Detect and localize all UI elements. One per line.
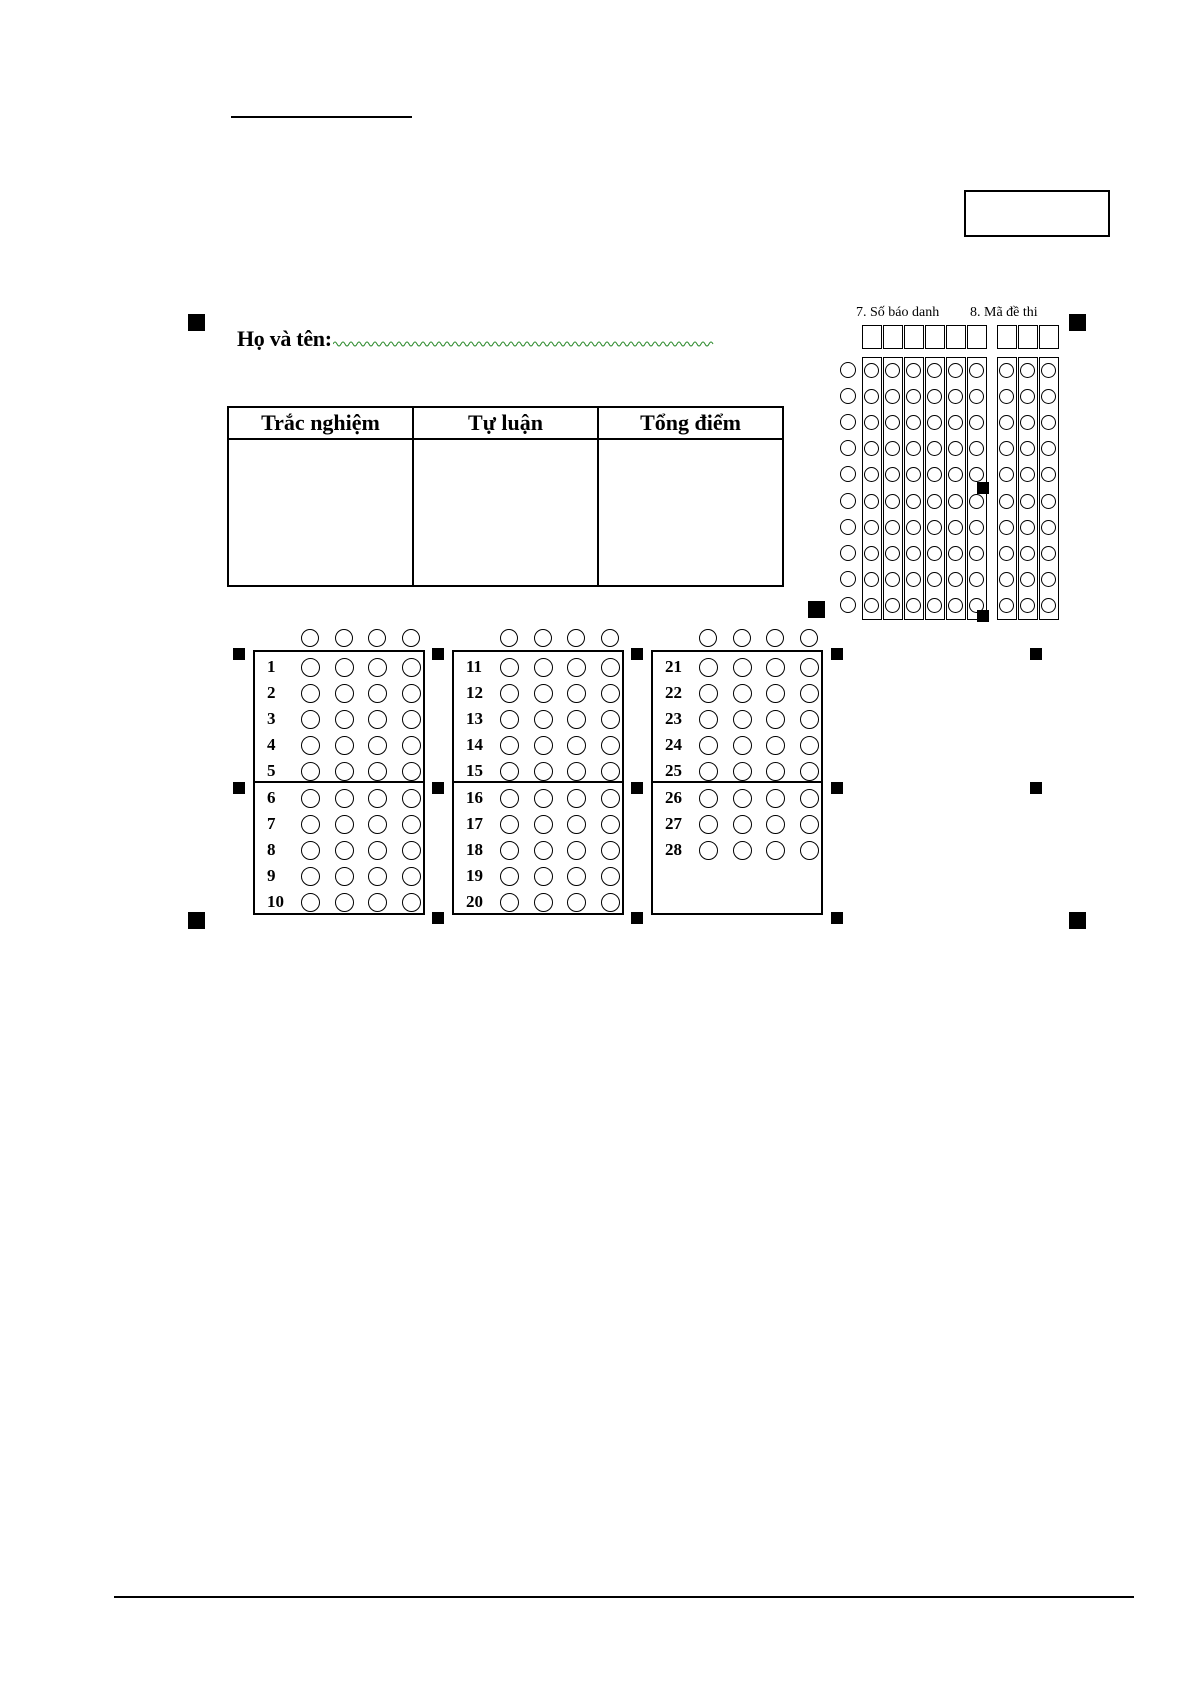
answer-bubble-d[interactable] bbox=[402, 841, 421, 860]
id-bubble[interactable] bbox=[969, 520, 984, 535]
score-table bbox=[227, 406, 784, 587]
option-header-d bbox=[601, 629, 619, 647]
digit-row-label bbox=[840, 440, 856, 456]
id-bubble[interactable] bbox=[864, 494, 879, 509]
id-bubble[interactable] bbox=[885, 363, 900, 378]
score-cell[interactable] bbox=[229, 440, 412, 585]
id-bubble[interactable] bbox=[1020, 598, 1035, 613]
id-bubble[interactable] bbox=[906, 363, 921, 378]
id-bubble[interactable] bbox=[864, 389, 879, 404]
id-bubble[interactable] bbox=[999, 363, 1014, 378]
answer-bubble-d[interactable] bbox=[800, 658, 819, 677]
score-cell[interactable] bbox=[414, 440, 597, 585]
question-number: 28 bbox=[665, 839, 682, 859]
answer-bubble-a[interactable] bbox=[500, 789, 519, 808]
answer-bubble-b[interactable] bbox=[733, 841, 752, 860]
alignment-marker bbox=[1030, 648, 1042, 660]
corner-marker bbox=[1069, 912, 1086, 929]
id-bubble[interactable] bbox=[864, 546, 879, 561]
question-number: 18 bbox=[466, 839, 483, 859]
question-number: 5 bbox=[267, 761, 276, 781]
answer-bubble-c[interactable] bbox=[368, 789, 387, 808]
id-bubble[interactable] bbox=[906, 598, 921, 613]
answer-bubble-d[interactable] bbox=[402, 684, 421, 703]
footer-rule bbox=[114, 1596, 1134, 1598]
answer-bubble-b[interactable] bbox=[335, 867, 354, 886]
id-bubble[interactable] bbox=[906, 494, 921, 509]
alignment-marker bbox=[831, 648, 843, 660]
id-bubble[interactable] bbox=[948, 363, 963, 378]
answer-bubble-b[interactable] bbox=[733, 789, 752, 808]
question-number: 20 bbox=[466, 891, 483, 911]
digit-row-label bbox=[840, 571, 856, 587]
id-bubble[interactable] bbox=[885, 572, 900, 587]
id-digit-entry-box[interactable] bbox=[967, 325, 987, 349]
answer-bubble-b[interactable] bbox=[534, 867, 553, 886]
id-bubble[interactable] bbox=[1020, 572, 1035, 587]
question-number: 22 bbox=[665, 683, 682, 703]
answer-bubble-a[interactable] bbox=[301, 815, 320, 834]
answer-bubble-c[interactable] bbox=[368, 815, 387, 834]
option-header-c bbox=[368, 629, 386, 647]
id-bubble[interactable] bbox=[864, 520, 879, 535]
digit-row-label bbox=[840, 414, 856, 430]
answer-bubble-c[interactable] bbox=[567, 815, 586, 834]
option-header-b bbox=[534, 629, 552, 647]
answer-bubble-c[interactable] bbox=[368, 658, 387, 677]
question-number: 11 bbox=[466, 657, 483, 676]
answer-bubble-b[interactable] bbox=[534, 789, 553, 808]
id-bubble[interactable] bbox=[927, 572, 942, 587]
answer-bubble-c[interactable] bbox=[766, 815, 785, 834]
id-bubble[interactable] bbox=[885, 520, 900, 535]
answer-bubble-b[interactable] bbox=[335, 841, 354, 860]
id-bubble[interactable] bbox=[999, 520, 1014, 535]
alignment-marker bbox=[631, 648, 643, 660]
corner-marker bbox=[188, 912, 205, 929]
alignment-marker bbox=[432, 912, 444, 924]
alignment-marker bbox=[233, 648, 245, 660]
option-header-c bbox=[567, 629, 585, 647]
id-bubble[interactable] bbox=[948, 598, 963, 613]
answer-bubble-a[interactable] bbox=[699, 841, 718, 860]
alignment-marker bbox=[631, 782, 643, 794]
answer-bubble-a[interactable] bbox=[301, 789, 320, 808]
corner-marker bbox=[188, 314, 205, 331]
alignment-marker bbox=[631, 912, 643, 924]
id-bubble[interactable] bbox=[999, 598, 1014, 613]
answer-bubble-c[interactable] bbox=[567, 684, 586, 703]
id-bubble[interactable] bbox=[927, 363, 942, 378]
id-bubble[interactable] bbox=[999, 494, 1014, 509]
score-header: Tổng điểm bbox=[599, 408, 782, 440]
id-bubble[interactable] bbox=[885, 546, 900, 561]
option-header-b bbox=[335, 629, 353, 647]
id-bubble[interactable] bbox=[906, 572, 921, 587]
id-bubble[interactable] bbox=[948, 572, 963, 587]
id-digit-entry-box[interactable] bbox=[925, 325, 945, 349]
answer-bubble-b[interactable] bbox=[335, 815, 354, 834]
question-number: 10 bbox=[267, 891, 284, 911]
id-bubble[interactable] bbox=[906, 520, 921, 535]
question-number: 27 bbox=[665, 813, 682, 833]
digit-row-label bbox=[840, 388, 856, 404]
score-cell[interactable] bbox=[599, 440, 782, 585]
id-bubble[interactable] bbox=[906, 546, 921, 561]
digit-row-label bbox=[840, 493, 856, 509]
question-number: 17 bbox=[466, 813, 483, 833]
id-bubble[interactable] bbox=[1041, 546, 1056, 561]
alignment-marker bbox=[831, 782, 843, 794]
id-bubble[interactable] bbox=[927, 494, 942, 509]
id-bubble[interactable] bbox=[1020, 494, 1035, 509]
answer-bubble-a[interactable] bbox=[301, 658, 320, 677]
id-digit-entry-box[interactable] bbox=[1018, 325, 1038, 349]
answer-bubble-b[interactable] bbox=[335, 893, 354, 912]
score-header: Tự luận bbox=[414, 408, 597, 440]
header-rule bbox=[231, 116, 412, 118]
student-name-line[interactable] bbox=[333, 340, 715, 348]
option-header-a bbox=[500, 629, 518, 647]
id-digit-entry-box[interactable] bbox=[1039, 325, 1059, 349]
question-number: 25 bbox=[665, 761, 682, 781]
digit-row-label bbox=[840, 519, 856, 535]
id-bubble[interactable] bbox=[885, 494, 900, 509]
option-header-d bbox=[402, 629, 420, 647]
exam-code-box bbox=[964, 190, 1110, 237]
answer-bubble-d[interactable] bbox=[800, 684, 819, 703]
id-bubble[interactable] bbox=[948, 494, 963, 509]
answer-bubble-b[interactable] bbox=[534, 815, 553, 834]
question-number: 4 bbox=[267, 735, 276, 755]
answer-bubble-a[interactable] bbox=[301, 684, 320, 703]
id-bubble[interactable] bbox=[969, 389, 984, 404]
answer-bubble-b[interactable] bbox=[534, 841, 553, 860]
id-bubble[interactable] bbox=[1041, 598, 1056, 613]
exam-code-label: 8. Mã đề thi bbox=[970, 305, 1038, 320]
id-bubble[interactable] bbox=[999, 572, 1014, 587]
corner-marker bbox=[1069, 314, 1086, 331]
answer-bubble-b[interactable] bbox=[335, 658, 354, 677]
digit-row-label bbox=[840, 362, 856, 378]
answer-bubble-a[interactable] bbox=[500, 658, 519, 677]
id-bubble[interactable] bbox=[1020, 546, 1035, 561]
answer-bubble-a[interactable] bbox=[301, 893, 320, 912]
candidate-number-label: 7. Số báo danh bbox=[856, 305, 940, 320]
option-header-d bbox=[800, 629, 818, 647]
answer-bubble-d[interactable] bbox=[601, 658, 620, 677]
score-header: Trắc nghiệm bbox=[229, 408, 412, 440]
score-column-essay bbox=[414, 408, 599, 585]
question-number: 21 bbox=[665, 657, 682, 676]
id-bubble[interactable] bbox=[1041, 494, 1056, 509]
answer-bubble-d[interactable] bbox=[402, 867, 421, 886]
alignment-marker bbox=[432, 648, 444, 660]
option-header-c bbox=[766, 629, 784, 647]
answer-bubble-c[interactable] bbox=[567, 789, 586, 808]
id-bubble[interactable] bbox=[927, 520, 942, 535]
question-number: 12 bbox=[466, 683, 483, 703]
answer-bubble-a[interactable] bbox=[301, 841, 320, 860]
id-bubble[interactable] bbox=[969, 546, 984, 561]
alignment-marker bbox=[432, 782, 444, 794]
id-digit-entry-box[interactable] bbox=[904, 325, 924, 349]
answer-bubble-c[interactable] bbox=[766, 841, 785, 860]
answer-bubble-d[interactable] bbox=[402, 815, 421, 834]
corner-marker bbox=[808, 601, 825, 618]
id-bubble[interactable] bbox=[1041, 572, 1056, 587]
id-bubble[interactable] bbox=[1020, 389, 1035, 404]
id-bubble[interactable] bbox=[864, 363, 879, 378]
answer-bubble-a[interactable] bbox=[500, 841, 519, 860]
answer-bubble-c[interactable] bbox=[368, 684, 387, 703]
question-number: 19 bbox=[466, 865, 483, 885]
answer-bubble-d[interactable] bbox=[402, 893, 421, 912]
answer-bubble-c[interactable] bbox=[766, 684, 785, 703]
id-digit-entry-box[interactable] bbox=[883, 325, 903, 349]
question-number: 24 bbox=[665, 735, 682, 755]
question-number: 13 bbox=[466, 709, 483, 729]
answer-bubble-b[interactable] bbox=[733, 658, 752, 677]
id-bubble[interactable] bbox=[1020, 363, 1035, 378]
question-number: 16 bbox=[466, 787, 483, 807]
answer-bubble-d[interactable] bbox=[601, 815, 620, 834]
answer-bubble-c[interactable] bbox=[567, 893, 586, 912]
answer-bubble-a[interactable] bbox=[699, 815, 718, 834]
score-column-multiple-choice bbox=[229, 408, 414, 585]
score-column-total bbox=[599, 408, 782, 585]
answer-bubble-b[interactable] bbox=[335, 684, 354, 703]
answer-bubble-d[interactable] bbox=[601, 893, 620, 912]
answer-bubble-d[interactable] bbox=[402, 789, 421, 808]
answer-bubble-b[interactable] bbox=[534, 893, 553, 912]
answer-bubble-a[interactable] bbox=[500, 815, 519, 834]
id-bubble[interactable] bbox=[969, 572, 984, 587]
answer-bubble-a[interactable] bbox=[500, 867, 519, 886]
id-bubble[interactable] bbox=[864, 572, 879, 587]
answer-bubble-c[interactable] bbox=[766, 789, 785, 808]
id-bubble[interactable] bbox=[864, 598, 879, 613]
answer-bubble-d[interactable] bbox=[601, 789, 620, 808]
id-bubble[interactable] bbox=[969, 598, 984, 613]
answer-bubble-b[interactable] bbox=[534, 684, 553, 703]
alignment-marker bbox=[1030, 782, 1042, 794]
answer-bubble-a[interactable] bbox=[699, 789, 718, 808]
id-bubble[interactable] bbox=[906, 389, 921, 404]
answer-bubble-b[interactable] bbox=[733, 684, 752, 703]
digit-row-label bbox=[840, 466, 856, 482]
question-number: 7 bbox=[267, 813, 276, 833]
id-digit-entry-box[interactable] bbox=[862, 325, 882, 349]
option-header-a bbox=[699, 629, 717, 647]
question-number: 2 bbox=[267, 683, 276, 703]
answer-bubble-d[interactable] bbox=[800, 841, 819, 860]
answer-bubble-a[interactable] bbox=[500, 684, 519, 703]
id-bubble[interactable] bbox=[999, 389, 1014, 404]
question-number: 14 bbox=[466, 735, 483, 755]
answer-bubble-d[interactable] bbox=[800, 789, 819, 808]
question-number: 1 bbox=[267, 657, 276, 676]
answer-bubble-c[interactable] bbox=[368, 841, 387, 860]
alignment-marker bbox=[831, 912, 843, 924]
answer-bubble-a[interactable] bbox=[301, 867, 320, 886]
id-bubble[interactable] bbox=[885, 389, 900, 404]
answer-bubble-b[interactable] bbox=[733, 815, 752, 834]
question-number: 6 bbox=[267, 787, 276, 807]
answer-bubble-c[interactable] bbox=[567, 867, 586, 886]
question-number: 8 bbox=[267, 839, 276, 859]
answer-bubble-b[interactable] bbox=[335, 789, 354, 808]
id-bubble[interactable] bbox=[948, 389, 963, 404]
id-bubble[interactable] bbox=[885, 598, 900, 613]
answer-bubble-d[interactable] bbox=[601, 841, 620, 860]
id-bubble[interactable] bbox=[1041, 520, 1056, 535]
digit-row-label bbox=[840, 597, 856, 613]
id-bubble[interactable] bbox=[948, 546, 963, 561]
answer-bubble-a[interactable] bbox=[500, 893, 519, 912]
answer-bubble-c[interactable] bbox=[567, 658, 586, 677]
id-bubble[interactable] bbox=[1041, 389, 1056, 404]
id-bubble[interactable] bbox=[1041, 363, 1056, 378]
answer-bubble-c[interactable] bbox=[567, 841, 586, 860]
answer-bubble-d[interactable] bbox=[601, 684, 620, 703]
id-bubble[interactable] bbox=[927, 389, 942, 404]
answer-bubble-c[interactable] bbox=[368, 893, 387, 912]
option-header-b bbox=[733, 629, 751, 647]
id-bubble[interactable] bbox=[927, 546, 942, 561]
answer-bubble-d[interactable] bbox=[601, 867, 620, 886]
answer-bubble-b[interactable] bbox=[534, 658, 553, 677]
answer-bubble-c[interactable] bbox=[368, 867, 387, 886]
question-number: 23 bbox=[665, 709, 682, 729]
id-bubble[interactable] bbox=[999, 546, 1014, 561]
answer-bubble-d[interactable] bbox=[402, 658, 421, 677]
id-bubble[interactable] bbox=[969, 363, 984, 378]
question-number: 9 bbox=[267, 865, 276, 885]
alignment-marker bbox=[233, 782, 245, 794]
question-number: 26 bbox=[665, 787, 682, 807]
answer-bubble-d[interactable] bbox=[800, 815, 819, 834]
id-bubble[interactable] bbox=[969, 494, 984, 509]
digit-row-label bbox=[840, 545, 856, 561]
student-name-label: Họ và tên: bbox=[237, 326, 332, 351]
id-digit-entry-box[interactable] bbox=[946, 325, 966, 349]
id-bubble[interactable] bbox=[948, 520, 963, 535]
answer-bubble-a[interactable] bbox=[699, 658, 718, 677]
question-number: 15 bbox=[466, 761, 483, 781]
id-bubble[interactable] bbox=[927, 598, 942, 613]
id-digit-entry-box[interactable] bbox=[997, 325, 1017, 349]
id-bubble[interactable] bbox=[1020, 520, 1035, 535]
question-number: 3 bbox=[267, 709, 276, 729]
answer-bubble-c[interactable] bbox=[766, 658, 785, 677]
answer-bubble-a[interactable] bbox=[699, 684, 718, 703]
option-header-a bbox=[301, 629, 319, 647]
